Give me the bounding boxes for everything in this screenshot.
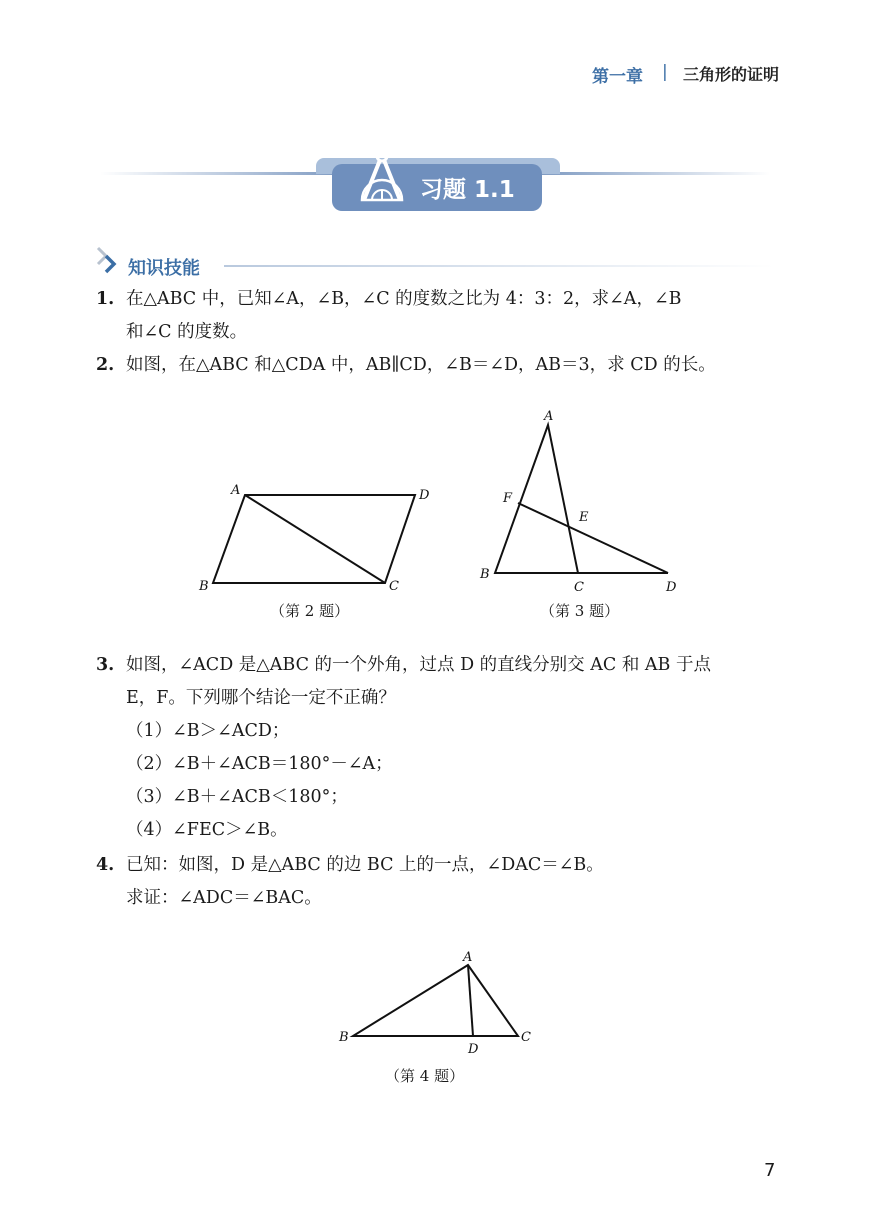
fig2-label-b: B bbox=[199, 579, 209, 594]
chapter-title: 三角形的证明 bbox=[683, 65, 780, 84]
fig2-label-d: D bbox=[419, 488, 430, 503]
problem-1-text-line-2: 和∠C 的度数。 bbox=[126, 322, 248, 342]
fig3-label-d: D bbox=[666, 580, 677, 595]
triangle-abc bbox=[353, 965, 518, 1036]
fig3-label-f: F bbox=[503, 491, 513, 506]
problem-4-text-line-1: 已知：如图，D 是△ABC 的边 BC 上的一点，∠DAC＝∠B。 bbox=[126, 855, 604, 875]
figure-3-caption: （第 3 题） bbox=[540, 602, 620, 620]
fig2-label-a: A bbox=[231, 483, 241, 498]
compass-protractor-icon bbox=[350, 146, 414, 210]
chevron-right-icon bbox=[95, 244, 129, 278]
fig4-label-b: B bbox=[339, 1030, 349, 1045]
problem-3-option-3: （3）∠B＋∠ACB＜180°； bbox=[126, 787, 348, 807]
banner-rule-left bbox=[100, 172, 340, 175]
line-df bbox=[518, 503, 668, 573]
fig4-label-c: C bbox=[521, 1030, 531, 1045]
fig4-label-a: A bbox=[463, 950, 473, 965]
problem-3-text-line-2: E，F。下列哪个结论一定不正确？ bbox=[126, 688, 396, 708]
segment-ad bbox=[468, 965, 473, 1036]
exercise-title: 习题 1.1 bbox=[420, 177, 515, 203]
page-number: 7 bbox=[764, 1160, 776, 1181]
fig3-label-a: A bbox=[544, 409, 554, 424]
fig3-label-e: E bbox=[579, 510, 589, 525]
problem-1-text-line-1: 在△ABC 中，已知∠A，∠B，∠C 的度数之比为 4：3：2，求∠A，∠B bbox=[126, 289, 682, 309]
section-rule bbox=[224, 265, 774, 267]
problem-1-number: 1. bbox=[96, 289, 115, 309]
fig3-label-b: B bbox=[480, 567, 490, 582]
problem-2-text: 如图，在△ABC 和△CDA 中，AB∥CD，∠B＝∠D，AB＝3，求 CD 的长。 bbox=[126, 355, 716, 375]
figure-2-diagram bbox=[195, 478, 435, 598]
chapter-label: 第一章 bbox=[592, 67, 643, 87]
figure-2-caption: （第 2 题） bbox=[270, 602, 350, 620]
header-separator: | bbox=[662, 62, 668, 82]
figure-4-caption: （第 4 题） bbox=[385, 1067, 465, 1085]
figure-3-diagram bbox=[470, 400, 690, 600]
banner-rule-right bbox=[540, 172, 770, 175]
problem-3-option-4: （4）∠FEC＞∠B。 bbox=[126, 820, 288, 840]
problem-4-text-line-2: 求证：∠ADC＝∠BAC。 bbox=[126, 888, 322, 908]
figure-4-diagram bbox=[335, 948, 545, 1058]
diagonal-ac bbox=[245, 495, 385, 583]
fig4-label-d: D bbox=[468, 1042, 479, 1057]
problem-4-number: 4. bbox=[96, 855, 115, 875]
fig3-label-c: C bbox=[574, 580, 584, 595]
problem-3-number: 3. bbox=[96, 655, 115, 675]
problem-2-number: 2. bbox=[96, 355, 115, 375]
problem-3-text-line-1: 如图，∠ACD 是△ABC 的一个外角，过点 D 的直线分别交 AC 和 AB 于点 bbox=[126, 655, 711, 675]
section-title: 知识技能 bbox=[128, 258, 200, 279]
problem-3-option-2: （2）∠B＋∠ACB＝180°－∠A； bbox=[126, 754, 393, 774]
problem-3-option-1: （1）∠B＞∠ACD； bbox=[126, 721, 290, 741]
fig2-label-c: C bbox=[389, 579, 399, 594]
